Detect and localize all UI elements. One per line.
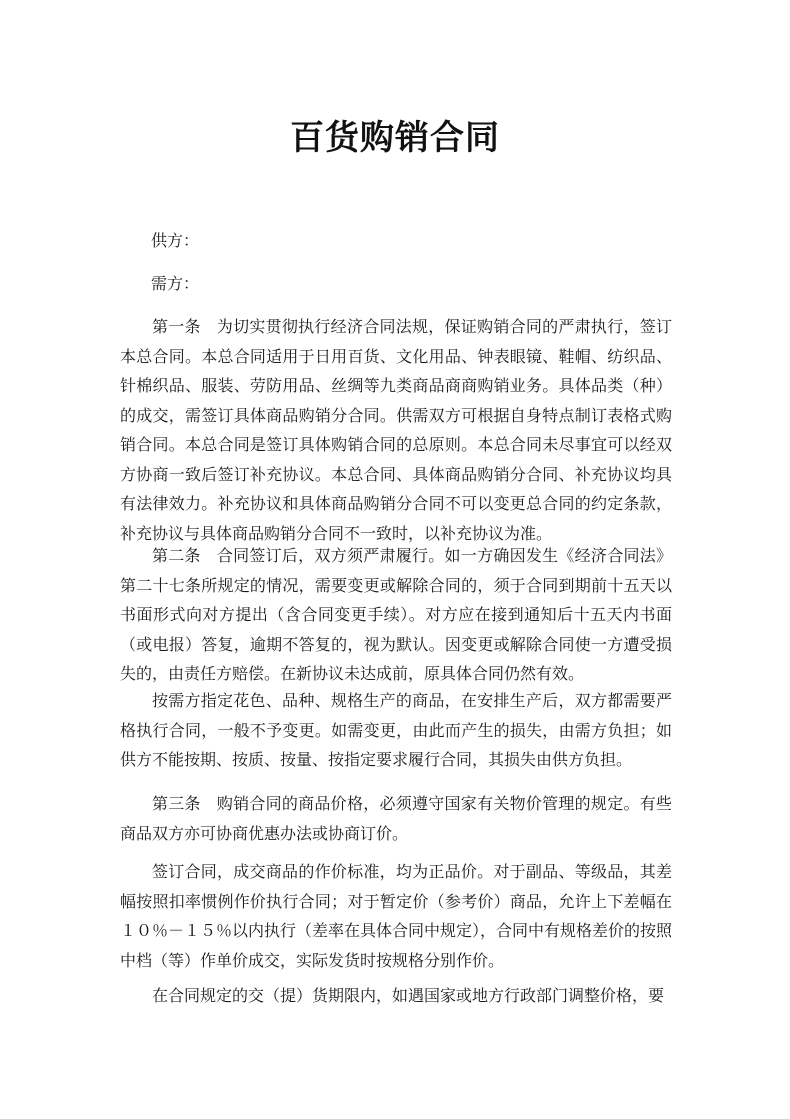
buyer-label: 需方： xyxy=(151,274,200,293)
supplier-label: 供方： xyxy=(151,231,200,250)
clause-3-number: 第三条 xyxy=(152,794,201,813)
clause-2-number: 第二条 xyxy=(152,546,201,565)
clause-3-pricing-paragraph xyxy=(120,857,672,975)
document-title: 百货购销合同 xyxy=(290,118,500,158)
clause-3-adjustment-text: 在合同规定的交（提）货期限内，如遇国家或地方行政部门调整价格，要 xyxy=(152,986,665,1005)
clause-1-text: 为切实贯彻执行经济合同法规，保证购销合同的严肃执行，签订本总合同。本总合同适用于日用百货、文化用品、钟表眼镜、鞋帽、纺织品、针棉织品、服装、劳防用品、丝绸等九类商品商商购销业务。具体品类（种）的成交，需签订具体商品购销分合同。供需双方可根据自身特点制订表格式购销合同。本总合同是签订具体购销合同的总原则。本总合同未尽事宜可以经双方协商一致后签订补充协议。本总合同、具体商品购销分合同、补充协议均具有法律效力。补充协议和具体商品购销分合同不可以变更总合同的约定条款，补充协议与具体商品购销分合同不一致时，以补充协议为准。 xyxy=(120,317,672,543)
clause-2-continuation-paragraph xyxy=(120,686,672,775)
clause-1-number: 第一条 xyxy=(152,317,201,336)
clause-3-paragraph xyxy=(120,789,672,848)
clause-2-continuation-text: 按需方指定花色、品种、规格生产的商品，在安排生产后，双方都需要严格执行合同，一般不予变更。如需变更，由此而产生的损失，由需方负担；如供方不能按期、按质、按量、按指定要求履行合同，其损失由供方负担。 xyxy=(120,691,672,769)
clause-3-pricing-text: 签订合同，成交商品的作价标准，均为正品价。对于副品、等级品，其差幅按照扣率惯例作价执行合同；对于暂定价（参考价）商品，允许上下差幅在１０％－１５％以内执行（差率在具体合同中规定），合同中有规格差价的按照中档（等）作单价成交，实际发货时按规格分别作价。 xyxy=(120,862,673,970)
clause-2-text: 合同签订后，双方须严肃履行。如一方确因发生《经济合同法》第二十七条所规定的情况，需要变更或解除合同的，须于合同到期前十五天以书面形式向对方提出（含合同变更手续）。对方应在接到通知后十五天内书面（或电报）答复，逾期不答复的，视为默认。因变更或解除合同使一方遭受损失的，由责任方赔偿。在新协议未达成前，原具体合同仍然有效。 xyxy=(120,546,672,683)
clause-3-text: 购销合同的商品价格，必须遵守国家有关物价管理的规定。有些商品双方亦可协商优惠办法或协商订价。 xyxy=(120,794,672,843)
clause-3-adjustment-paragraph xyxy=(120,981,672,1011)
clause-2-paragraph xyxy=(120,541,672,689)
clause-1-paragraph xyxy=(120,312,672,548)
